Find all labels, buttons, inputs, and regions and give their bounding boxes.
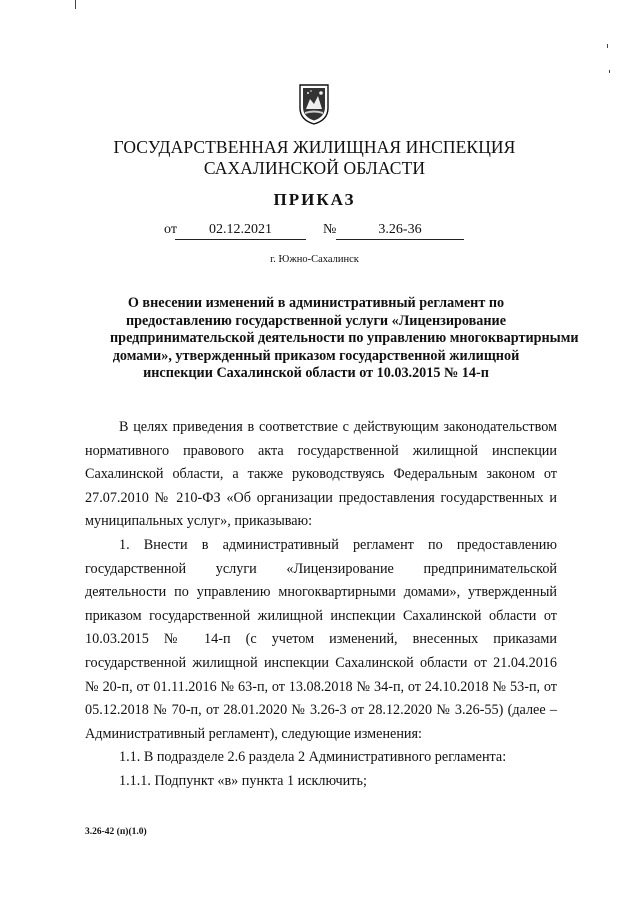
agency-name-line2: САХАЛИНСКОЙ ОБЛАСТИ (203, 158, 426, 178)
city: г. Южно-Сахалинск (270, 254, 359, 265)
body-line: 1.1.1. Подпункт «в» пункта 1 исключить; (119, 772, 367, 789)
order-title: ПРИКАЗ (273, 190, 356, 209)
date-label: от (164, 222, 177, 237)
body-line: Сахалинской области, а также руководствуясь Федеральным законом от (85, 466, 557, 483)
body-line: В целях приведения в соответствие с действующим законодательством (119, 419, 557, 435)
body-line: муниципальных услуг», приказываю: (85, 513, 313, 530)
body-line: государственной жилищной инспекции Сахалинской области от 21.04.2016 (85, 654, 557, 671)
number-label: № (323, 222, 337, 237)
subject-line: инспекции Сахалинской области от 10.03.2015 № 14-п (143, 365, 489, 381)
body-line: приказом государственной жилищной инспекции Сахалинской области от (85, 607, 557, 624)
scan-mark (607, 44, 608, 48)
coat-of-arms-icon (297, 82, 331, 126)
subject-line: предоставлению государственной услуги «Лицензирование (125, 312, 507, 329)
document-code: 3.26-42 (п)(1.0) (85, 827, 147, 837)
scan-mark (609, 70, 610, 73)
order-date: 02.12.2021 (175, 222, 306, 240)
order-body (85, 416, 557, 794)
body-line: нормативного правового акта государственной жилищной инспекции (85, 442, 557, 459)
scan-mark (75, 0, 76, 9)
order-number: 3.26-36 (336, 222, 464, 240)
agency-name-line1: ГОСУДАРСТВЕННАЯ ЖИЛИЩНАЯ ИНСПЕКЦИЯ (113, 137, 516, 157)
body-line: Административный регламент), следующие изменения: (85, 725, 422, 742)
order-subject (110, 295, 579, 383)
subject-line: О внесении изменений в административный регламент по (127, 295, 505, 311)
body-line: деятельности по управлению многоквартирными домами», утвержденный (85, 584, 557, 601)
body-line: государственной услуги «Лицензирование предпринимательской (85, 560, 557, 577)
body-line: № 20-п, от 01.11.2016 № 63-п, от 13.08.2018 № 34-п, от 24.10.2018 № 53-п, от (85, 678, 557, 695)
body-line: 1.1. В подразделе 2.6 раздела 2 Административного регламента: (119, 749, 507, 766)
body-line: 10.03.2015 № 14-п (с учетом изменений, внесенных приказами (85, 631, 557, 648)
body-line: 05.12.2018 № 70-п, от 28.01.2020 № 3.26-3 от 28.12.2020 № 3.26-55) (далее – (85, 702, 557, 719)
subject-line: предпринимательской деятельности по управлению многоквартирными (110, 330, 579, 346)
body-line: 27.07.2010 № 210-ФЗ «Об организации предоставления государственных и (85, 489, 557, 506)
subject-line: домами», утвержденный приказом государственной жилищной (112, 347, 520, 364)
body-line: 1. Внести в административный регламент по предоставлению (119, 536, 557, 553)
